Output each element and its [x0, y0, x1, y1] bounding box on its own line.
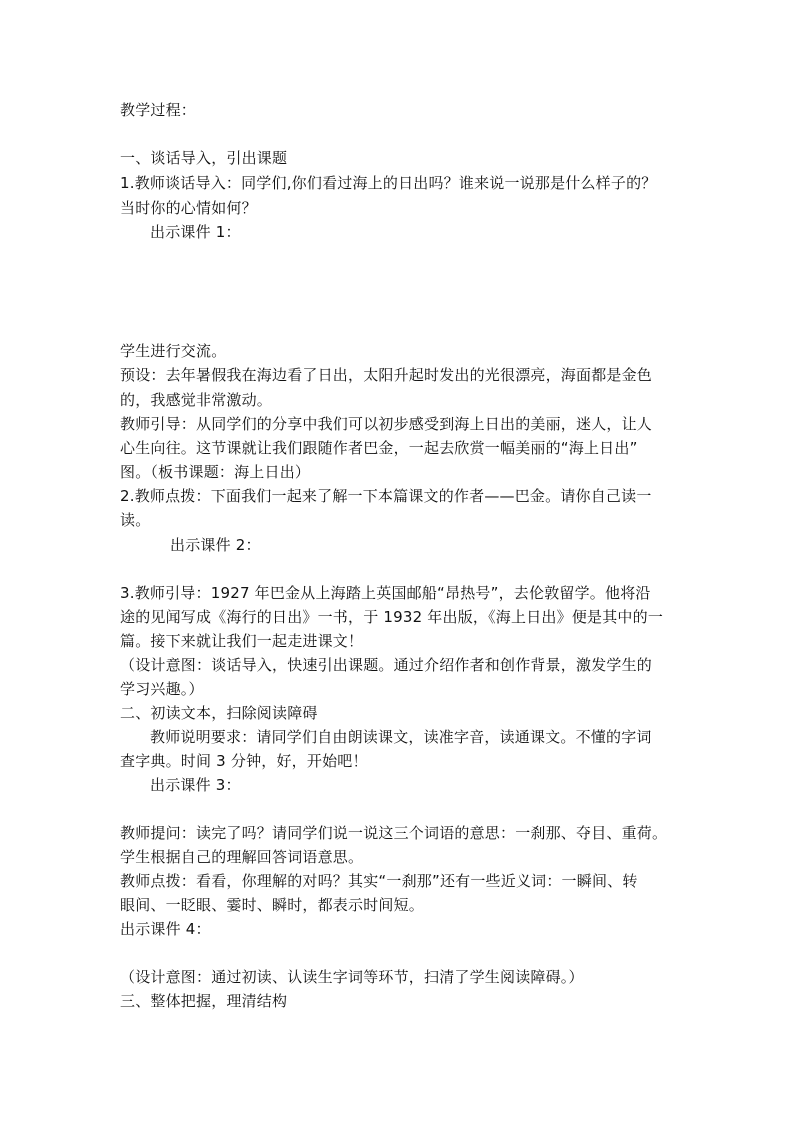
section-title-2: 二、初读文本，扫除阅读障碍 — [120, 704, 318, 722]
paragraph-line: 教师引导：从同学们的分享中我们可以初步感受到海上日出的美丽，迷人，让人 — [120, 415, 653, 433]
paragraph-line: 教师点拨：看看，你理解的对吗？其实“一刹那”还有一些近义词：一瞬间、转 — [120, 872, 638, 890]
paragraph-line: 学生根据自己的理解回答词语意思。 — [120, 848, 364, 866]
section-title-1: 一、谈话导入，引出课题 — [120, 149, 288, 167]
paragraph-line: 教师提问：读完了吗？请同学们说一说这三个词语的意思：一刹那、夺目、重荷。 — [120, 824, 668, 842]
paragraph-line: 途的见闻写成《海行的日出》一书，于 1932 年出版，《海上日出》便是其中的一 — [120, 608, 664, 626]
paragraph-line: 眼间、一眨眼、霎时、瞬时，都表示时间短。 — [120, 896, 425, 914]
paragraph-line: 的，我感觉非常激动。 — [120, 391, 273, 409]
courseware-label-3: 出示课件 3： — [150, 776, 241, 794]
paragraph-line: 篇。接下来就让我们一起走进课文！ — [120, 632, 364, 650]
courseware-label-4: 出示课件 4： — [120, 920, 211, 938]
paragraph-line: 读。 — [120, 511, 151, 529]
paragraph-line: 当时你的心情如何？ — [120, 199, 257, 217]
paragraph-line: （设计意图：谈话导入，快速引出课题。通过介绍作者和创作背景，激发学生的 — [120, 656, 653, 674]
paragraph-line: 1.教师谈话导入：同学们,你们看过海上的日出吗？谁来说一说那是什么样子的？ — [120, 174, 657, 192]
paragraph-line: 教师说明要求：请同学们自由朗读课文，读准字音，读通课文。不懂的字词 — [150, 728, 652, 746]
paragraph-line: 学生进行交流。 — [120, 342, 227, 360]
paragraph-line: 学习兴趣。） — [120, 680, 204, 698]
courseware-label-1: 出示课件 1： — [150, 223, 241, 241]
paragraph-line: 预设：去年暑假我在海边看了日出，太阳升起时发出的光很漂亮，海面都是金色 — [120, 366, 653, 384]
section-title-3: 三、整体把握，理清结构 — [120, 992, 288, 1010]
paragraph-line: 3.教师引导：1927 年巴金从上海踏上英国邮船“昂热号”，去伦敦留学。他将沿 — [120, 584, 651, 602]
paragraph-line: 心生向往。这节课就让我们跟随作者巴金，一起去欣赏一幅美丽的“海上日出” — [120, 439, 638, 457]
paragraph-line: 2.教师点拨：下面我们一起来了解一下本篇课文的作者——巴金。请你自己读一 — [120, 487, 652, 505]
paragraph-line: （设计意图：通过初读、认读生字词等环节，扫清了学生阅读障碍。） — [120, 968, 584, 986]
courseware-label-2: 出示课件 2： — [170, 536, 261, 554]
paragraph-line: 查字典。时间 3 分钟，好，开始吧！ — [120, 752, 368, 770]
section-heading: 教学过程： — [120, 101, 197, 119]
paragraph-line: 图。（板书课题：海上日出） — [120, 463, 311, 481]
